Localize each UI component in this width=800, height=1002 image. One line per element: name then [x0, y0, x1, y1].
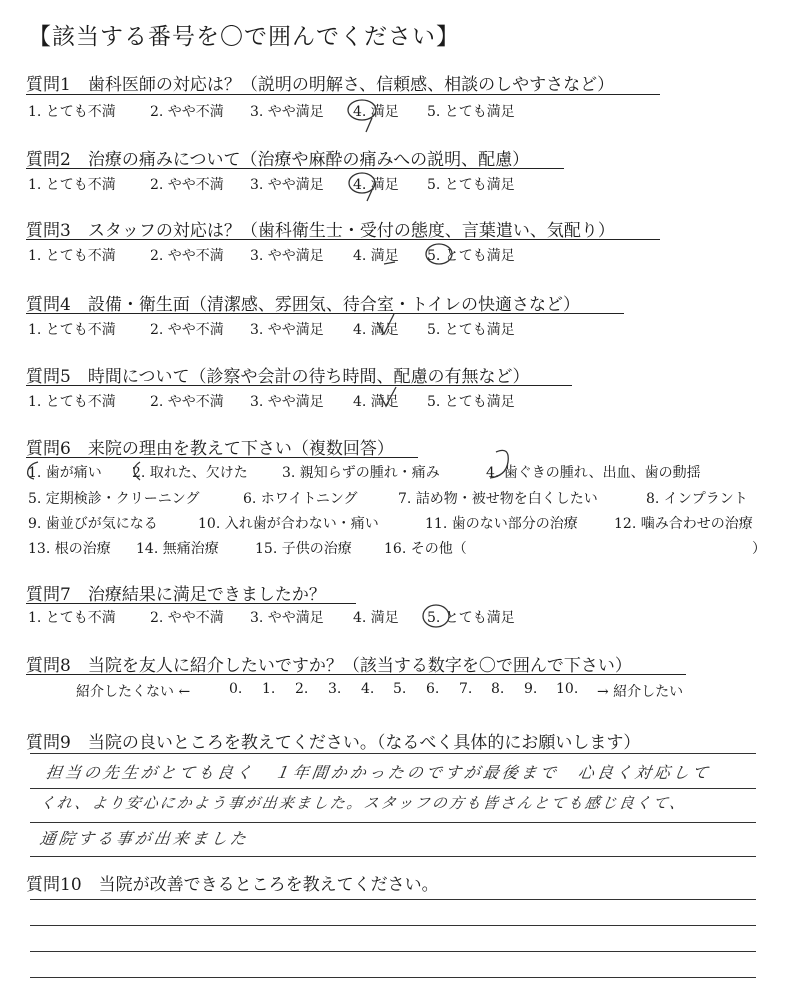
- q2-option-3[interactable]: 3. やや満足: [250, 177, 324, 193]
- q8-scale-high-label: → 紹介したい: [597, 684, 684, 700]
- q6-option-1[interactable]: 1. 歯が痛い: [28, 465, 102, 481]
- q5-option-4[interactable]: 4. 満足: [353, 394, 399, 410]
- q8-option-8[interactable]: 8.: [491, 681, 505, 697]
- question-5-label: 質問5 時間について（診察や会計の待ち時間、配慮の有無など）: [26, 367, 530, 387]
- question-10-label: 質問10 当院が改善できるところを教えてください。: [26, 875, 439, 895]
- q1-option-3[interactable]: 3. やや満足: [250, 104, 324, 120]
- question-3-label: 質問3 スタッフの対応は？（歯科衛生士・受付の態度、言葉遣い、気配り）: [26, 221, 615, 241]
- question-1-label: 質問1 歯科医師の対応は？（説明の明解さ、信頼感、相談のしやすさなど）: [26, 75, 615, 95]
- question-6-underline: [26, 457, 418, 458]
- question-3-underline: [26, 239, 660, 240]
- q9-handwritten-line-3: 通院する事が出来ました: [38, 829, 251, 848]
- q5-option-5[interactable]: 5. とても満足: [427, 394, 515, 410]
- q10-answer-line-4: [30, 977, 756, 978]
- q4-option-1[interactable]: 1. とても不満: [28, 322, 116, 338]
- q4-option-4[interactable]: 4. 満足: [353, 322, 399, 338]
- q7-option-5[interactable]: 5. とても満足: [427, 610, 515, 626]
- q1-option-5[interactable]: 5. とても満足: [427, 104, 515, 120]
- q5-option-3[interactable]: 3. やや満足: [250, 394, 324, 410]
- q7-option-3[interactable]: 3. やや満足: [250, 610, 324, 626]
- q8-option-10[interactable]: 10.: [556, 681, 579, 697]
- q6-option-8[interactable]: 8. インプラント: [646, 491, 748, 507]
- q7-option-4[interactable]: 4. 満足: [353, 610, 399, 626]
- q1-option-4[interactable]: 4. 満足: [353, 104, 399, 120]
- q7-option-1[interactable]: 1. とても不満: [28, 610, 116, 626]
- question-7-label: 質問7 治療結果に満足できましたか？: [26, 585, 326, 605]
- question-9-label: 質問9 当院の良いところを教えてください。（なるべく具体的にお願いします）: [26, 733, 641, 753]
- q6-option-12[interactable]: 12. 噛み合わせの治療: [614, 516, 753, 532]
- question-5-underline: [26, 385, 572, 386]
- q9-answer-line-2: [30, 788, 756, 789]
- question-4-label: 質問4 設備・衛生面（清潔感、雰囲気、待合室・トイレの快適さなど）: [26, 295, 580, 315]
- q8-option-4[interactable]: 4.: [361, 681, 375, 697]
- q4-option-2[interactable]: 2. やや不満: [150, 322, 224, 338]
- q3-option-4[interactable]: 4. 満足: [353, 248, 399, 264]
- q4-option-5[interactable]: 5. とても満足: [427, 322, 515, 338]
- q6-option-13[interactable]: 13. 根の治療: [28, 541, 111, 557]
- q9-answer-line-3: [30, 822, 756, 823]
- q6-option-15[interactable]: 15. 子供の治療: [255, 541, 352, 557]
- q6-option-5[interactable]: 5. 定期検診・クリーニング: [28, 491, 200, 507]
- q9-handwritten-line-2: くれ、より安心にかよう事が出来ました。スタッフの方も皆さんとても感じ良くて、: [38, 794, 688, 812]
- q1-option-2[interactable]: 2. やや不満: [150, 104, 224, 120]
- q8-option-2[interactable]: 2.: [295, 681, 309, 697]
- question-1-underline: [26, 94, 660, 95]
- q8-option-9[interactable]: 9.: [524, 681, 538, 697]
- q8-scale-low-label: 紹介したくない ←: [76, 684, 191, 700]
- q3-option-1[interactable]: 1. とても不満: [28, 248, 116, 264]
- q8-option-0[interactable]: 0.: [229, 681, 243, 697]
- q1-option-1[interactable]: 1. とても不満: [28, 104, 116, 120]
- q6-option-6[interactable]: 6. ホワイトニング: [243, 491, 358, 507]
- question-7-underline: [26, 603, 356, 604]
- q6-option-4[interactable]: 4. 歯ぐきの腫れ、出血、歯の動揺: [486, 465, 701, 481]
- q8-option-1[interactable]: 1.: [262, 681, 276, 697]
- question-8-label: 質問8 当院を友人に紹介したいですか？（該当する数字を〇で囲んで下さい）: [26, 656, 632, 676]
- question-8-underline: [26, 674, 686, 675]
- q6-option-7[interactable]: 7. 詰め物・被せ物を白くしたい: [398, 491, 598, 507]
- q2-option-5[interactable]: 5. とても満足: [427, 177, 515, 193]
- q6-option-14[interactable]: 14. 無痛治療: [136, 541, 219, 557]
- q9-answer-line-4: [30, 856, 756, 857]
- q8-option-7[interactable]: 7.: [459, 681, 473, 697]
- question-6-label: 質問6 来院の理由を教えて下さい（複数回答）: [26, 439, 394, 459]
- q9-answer-line-1: [30, 753, 756, 754]
- q6-option-16-close-paren: ）: [752, 541, 766, 557]
- q10-answer-line-3: [30, 951, 756, 952]
- q6-option-9[interactable]: 9. 歯並びが気になる: [28, 516, 158, 532]
- q2-option-4[interactable]: 4. 満足: [353, 177, 399, 193]
- q5-option-2[interactable]: 2. やや不満: [150, 394, 224, 410]
- q3-option-2[interactable]: 2. やや不満: [150, 248, 224, 264]
- q8-option-5[interactable]: 5.: [393, 681, 407, 697]
- q6-option-10[interactable]: 10. 入れ歯が合わない・痛い: [198, 516, 379, 532]
- q6-option-16[interactable]: 16. その他（: [384, 541, 467, 557]
- q2-option-1[interactable]: 1. とても不満: [28, 177, 116, 193]
- question-2-label: 質問2 治療の痛みについて（治療や麻酔の痛みへの説明、配慮）: [26, 150, 530, 170]
- q7-option-2[interactable]: 2. やや不満: [150, 610, 224, 626]
- q8-option-6[interactable]: 6.: [426, 681, 440, 697]
- q4-option-3[interactable]: 3. やや満足: [250, 322, 324, 338]
- q3-option-3[interactable]: 3. やや満足: [250, 248, 324, 264]
- q9-handwritten-line-1: 担当の先生がとても良く １年間かかったのですが最後まで 心良く対応して: [44, 763, 713, 782]
- q6-option-3[interactable]: 3. 親知らずの腫れ・痛み: [282, 465, 440, 481]
- q5-option-1[interactable]: 1. とても不満: [28, 394, 116, 410]
- question-2-underline: [26, 168, 564, 169]
- q3-option-5[interactable]: 5. とても満足: [427, 248, 515, 264]
- question-4-underline: [26, 313, 624, 314]
- page-title: 【該当する番号を〇で囲んでください】: [28, 24, 460, 50]
- q10-answer-line-2: [30, 925, 756, 926]
- q6-option-2[interactable]: 2. 取れた、欠けた: [132, 465, 248, 481]
- q6-option-11[interactable]: 11. 歯のない部分の治療: [425, 516, 578, 532]
- q8-option-3[interactable]: 3.: [328, 681, 342, 697]
- q10-answer-line-1: [30, 899, 756, 900]
- q2-option-2[interactable]: 2. やや不満: [150, 177, 224, 193]
